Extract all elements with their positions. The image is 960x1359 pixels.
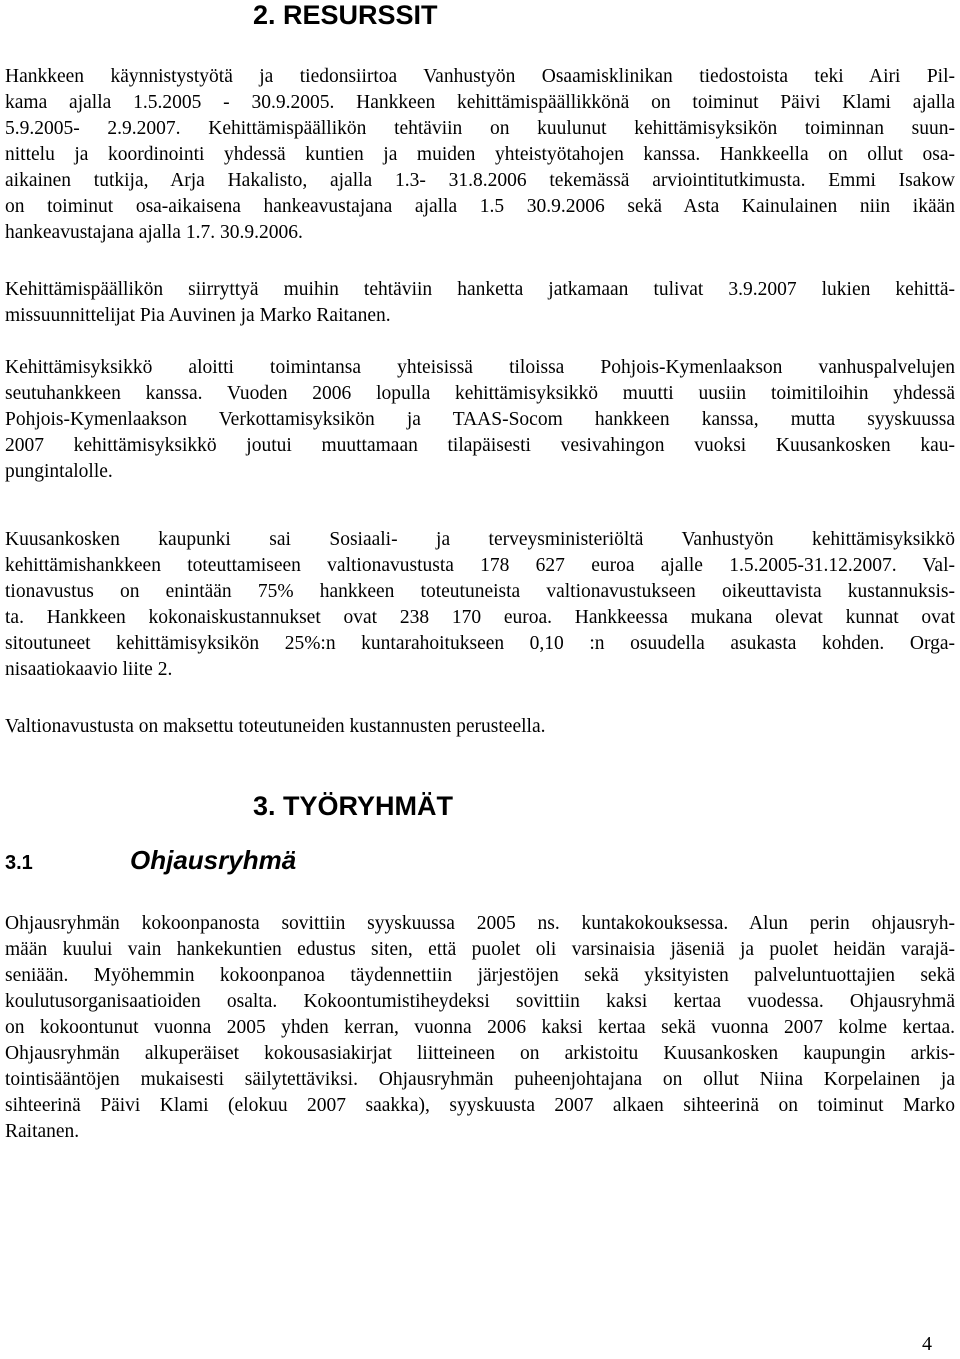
page-number: 4: [922, 1333, 932, 1355]
paragraph-resurssit-2: [5, 277, 955, 329]
text-line: Ohjausryhmän kokoonpanosta sovittiin syyskuussa 2005 ns. kuntakokouksessa. Alun perin ohjausryh-: [5, 913, 955, 934]
text-line: Kehittämispäällikön siirryttyä muihin tehtäviin hanketta jatkamaan tulivat 3.9.2007 lukien kehittä-: [5, 279, 955, 300]
text-line: Kuusankosken kaupunki sai Sosiaali- ja terveysministeriöltä Vanhustyön kehittämisyksikkö: [5, 529, 955, 550]
text-line: seniään. Myöhemmin kokoonpanoa täydennettiin järjestöjen sekä yksityisten palveluntuottajien sekä: [5, 965, 955, 986]
subsection-title-ohjausryhma: Ohjausryhmä: [130, 845, 297, 875]
paragraph-resurssit-5: [5, 714, 955, 740]
text-line: 2007 kehittämisyksikkö joutui muuttamaan tilapäisesti vesivahingon vuoksi Kuusankosken kau-: [5, 435, 955, 456]
text-line: Hankkeen käynnistystyötä ja tiedonsiirtoa Vanhustyön Osaamisklinikan tiedostoista teki Airi Pil-: [5, 66, 955, 87]
text-line: pungintalolle.: [5, 461, 113, 482]
text-line: hankeavustajana ajalla 1.7. 30.9.2006.: [5, 222, 303, 243]
paragraph-resurssit-3: [5, 355, 955, 485]
text-line: Ohjausryhmän alkuperäiset kokousasiakirjat liitteineen on arkistoitu Kuusankosken kaupungin arkis-: [5, 1043, 955, 1064]
text-line: nittelu ja koordinointi yhdessä kuntien ja muiden yhteistyötahojen kanssa. Hankkeella on ollut osa-: [5, 144, 955, 165]
text-line: Pohjois-Kymenlaakson Verkottamisyksikön ja TAAS-Socom hankkeen kanssa, mutta syyskuussa: [5, 409, 955, 430]
text-line: kehittämishankkeen toteuttamiseen valtionavustusta 178 627 euroa ajalle 1.5.2005-31.12.2007. Val-: [5, 555, 955, 576]
text-line: Kehittämisyksikkö aloitti toimintansa yhteisissä tiloissa Pohjois-Kymenlaakson vanhuspalvelujen: [5, 357, 955, 378]
text-line: sihteerinä Päivi Klami (elokuu 2007 saakka), syyskuusta 2007 alkaen sihteerinä on toiminut Marko: [5, 1095, 955, 1116]
text-line: sitoutuneet kehittämisyksikön 25%:n kuntarahoitukseen 0,10 :n osuudella asukasta kohden. Orga-: [5, 633, 955, 654]
text-line: kama ajalla 1.5.2005 - 30.9.2005. Hankkeen kehittämispäällikkönä on toiminut Päivi Klami ajalla: [5, 92, 955, 113]
text-line: 5.9.2005- 2.9.2007. Kehittämispäällikön tehtäviin on kuulunut kehittämisyksikön toiminnan suun-: [5, 118, 955, 139]
text-line: on kokoontunut vuonna 2005 yhden kerran, vuonna 2006 kaksi kertaa sekä vuonna 2007 kolme kertaa.: [5, 1017, 955, 1038]
section-heading-resurssit: 2. RESURSSIT: [253, 0, 438, 30]
paragraph-ohjausryhma: [5, 911, 955, 1145]
text-line: Valtionavustusta on maksettu toteutuneiden kustannusten perusteella.: [5, 716, 546, 737]
text-line: mään kuului vain hankekuntien edustus siten, että puolet oli varsinaisia jäseniä ja puolet heidän varajä-: [5, 939, 955, 960]
text-line: tionavustus on enintään 75% hankkeen toteutuneista valtionavustukseen oikeuttavista kustannuksis-: [5, 581, 955, 602]
text-line: koulutusorganisaatioiden osalta. Kokoontumistiheydeksi sovittiin kaksi kertaa vuodessa. Ohjausryhmä: [5, 991, 955, 1012]
paragraph-resurssit-1: [5, 64, 955, 246]
text-line: seutuhankkeen kanssa. Vuoden 2006 lopulla kehittämisyksikkö muutti uusiin toimitiloihin yhdessä: [5, 383, 955, 404]
text-line: on toiminut osa-aikaisena hankeavustajana ajalla 1.5 30.9.2006 sekä Asta Kainulainen niin ikään: [5, 196, 955, 217]
section-heading-tyoryhmat: 3. TYÖRYHMÄT: [253, 791, 454, 821]
text-line: aikainen tutkija, Arja Hakalisto, ajalla 1.3- 31.8.2006 tekemässä arviointitutkimusta. Emmi Isakow: [5, 170, 955, 191]
text-line: missuunnittelijat Pia Auvinen ja Marko Raitanen.: [5, 305, 391, 326]
text-line: nisaatiokaavio liite 2.: [5, 659, 173, 680]
paragraph-resurssit-4: [5, 527, 955, 683]
text-line: Raitanen.: [5, 1121, 80, 1142]
subsection-number: 3.1: [5, 852, 33, 874]
text-line: ta. Hankkeen kokonaiskustannukset ovat 238 170 euroa. Hankkeessa mukana olevat kunnat ovat: [5, 607, 955, 628]
text-line: tointisääntöjen mukaisesti säilytettäviksi. Ohjausryhmän puheenjohtajana on ollut Niina Korpelainen ja: [5, 1069, 955, 1090]
